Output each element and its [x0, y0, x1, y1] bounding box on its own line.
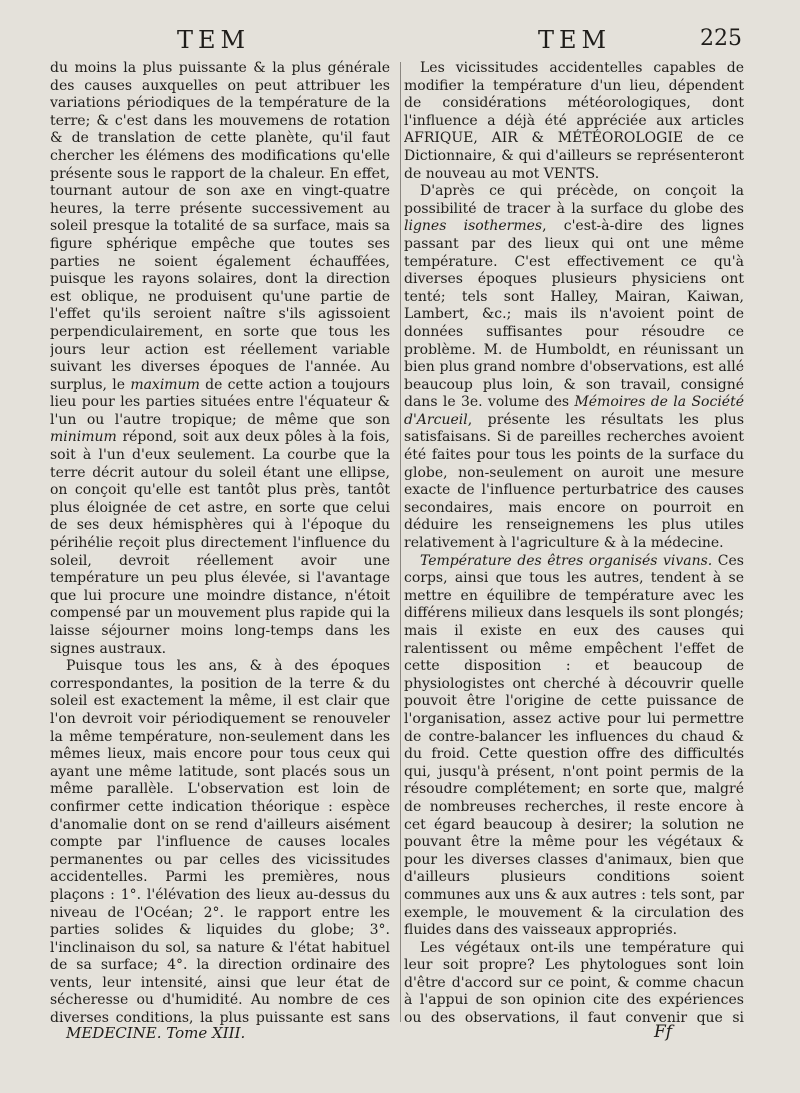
page-footer [0, 1024, 800, 1054]
left-running-head: TEM [177, 26, 251, 54]
column-rule [400, 62, 401, 1022]
signature-mark: Ff [654, 1022, 673, 1042]
paragraph: D'après ce qui précède, on conçoit la possibilité de tracer à la surface du globe des lignes isothermes, c'est-à-dire des lignes passant par des lieux qui ont une même température. C'est effectivement ce qu'à diverses époques plusieurs physiciens ont tenté; tels sont Halley, Mairan, Kaiwan, Lambert, &c.; mais ils n'avoient point de données suffisantes pour résoudre ce problème. M. de Humboldt, en réunissant un bien plus grand nombre d'observations, est allé beaucoup plus loin, & son travail, consigné dans le 3e. volume des Mémoires de la Société d'Arcueil, présente les résultats les plus satisfaisans. Si de pareilles recherches avoient été faites pour tous les points de la surface du globe, non-seulement on auroit une mesure exacte de l'influence perturbatrice des causes secondaires, mais encore on pourroit en déduire les renseignemens les plus utiles relativement à l'agriculture & à la médecine. [404, 183, 744, 552]
running-header [0, 26, 800, 54]
paragraph: Température des êtres organisés vivans. Ces corps, ainsi que tous les autres, tendent à se mettre en équilibre de température avec les différens milieux dans lesquels ils sont plongés; mais il existe en eux des causes qui ralentissent ou même empêchent l'effet de cette disposition : et beaucoup de physiologistes ont cherché à découvrir quelle pouvoit être l'origine de cette puissance de l'organisation, assez active pour lui permettre de contre-balancer les influences du chaud & du froid. Cette question offre des difficultés qui, jusqu'à présent, n'ont point permis de la résoudre complétement; en sorte que, malgré de nombreuses recherches, il reste encore à cet égard beaucoup à desirer; la solution ne pouvant être la même pour les végétaux & pour les diverses classes d'animaux, bien que d'ailleurs plusieurs conditions soient communes aux uns & aux autres : tels sont, par exemple, le mouvement & la circulation des fluides dans des vaisseaux appropriés. [404, 552, 744, 939]
paragraph: Puisque tous les ans, & à des époques correspondantes, la position de la terre & du soleil est exactement la même, il est clair que l'on devroit voir périodiquement se renouveler la même température, non-seulement dans les mêmes lieux, mais encore pour tous ceux qui ayant une même latitude, sont placés sous un même parallèle. L'observation est loin de confirmer cette indication théorique : espèce d'anomalie dont on se rend d'ailleurs aisément compte par l'influence de causes locales permanentes ou par celles des vicissitudes accidentelles. Parmi les premières, nous plaçons : 1°. l'élévation des lieux au-dessus du niveau de l'Océan; 2°. le rapport entre les parties solides & liquides du globe; 3°. l'inclinaison du sol, sa nature & l'état habituel de sa surface; 4°. la direction ordinaire des vents, leur intensité, ainsi que leur état de sécheresse ou d'humidité. Au nombre de ces diverses conditions, la plus puissante est sans [50, 658, 390, 1025]
page-number: 225 [700, 26, 742, 51]
footer-signature: MEDECINE. Tome XIII. [66, 1024, 246, 1042]
right-running-head: TEM [538, 26, 612, 54]
left-column [50, 60, 390, 1025]
paragraph: Les végétaux ont-ils une température qui leur soit propre? Les phytologues sont loin d'être d'accord sur ce point, & comme chacun à l'appui de son opinion cite des expériences ou des observations, il faut convenir que si [404, 939, 744, 1025]
paragraph: du moins la plus puissante & la plus générale des causes auxquelles on peut attribuer les variations périodiques de la température de la terre; & c'est dans les mouvemens de rotation & de translation de cette planète, qu'il faut chercher les élémens des modifications qu'elle présente sous le rapport de la chaleur. En effet, tournant autour de son axe en vingt-quatre heures, la terre présente successivement au soleil presque la totalité de sa surface, mais sa figure sphérique empêche que toutes ses parties ne soient également échauffées, puisque les rayons solaires, dont la direction est oblique, ne produisent qu'une partie de l'effet qu'ils seroient naître s'ils agissoient perpendiculairement, en sorte que tous les jours leur action est réellement variable suivant les diverses époques de l'année. Au surplus, le maximum de cette action a toujours lieu pour les parties situées entre l'équateur & l'un ou l'autre tropique; de même que son minimum répond, soit aux deux pôles à la fois, soit à l'un d'eux seulement. La courbe que la terre décrit autour du soleil étant une ellipse, on conçoit qu'elle est tantôt plus près, tantôt plus éloignée de cet astre, en sorte que celui de ses deux hémisphères qui à l'époque du périhélie reçoit plus directement l'influence du soleil, devroit réellement avoir une température un peu plus élevée, si l'avantage que lui procure une moindre distance, n'étoit compensé par un mouvement plus rapide qui la laisse séjourner moins long-temps dans les signes austraux. [50, 60, 390, 657]
paragraph: Les vicissitudes accidentelles capables de modifier la température d'un lieu, dépendent de considérations météorologiques, dont l'influence a déjà été appréciée aux articles AFRIQUE, AIR & MÉTÉOROLOGIE de ce Dictionnaire, & qui d'ailleurs se représenteront de nouveau au mot VENTS. [404, 60, 744, 182]
right-column [404, 60, 744, 1025]
